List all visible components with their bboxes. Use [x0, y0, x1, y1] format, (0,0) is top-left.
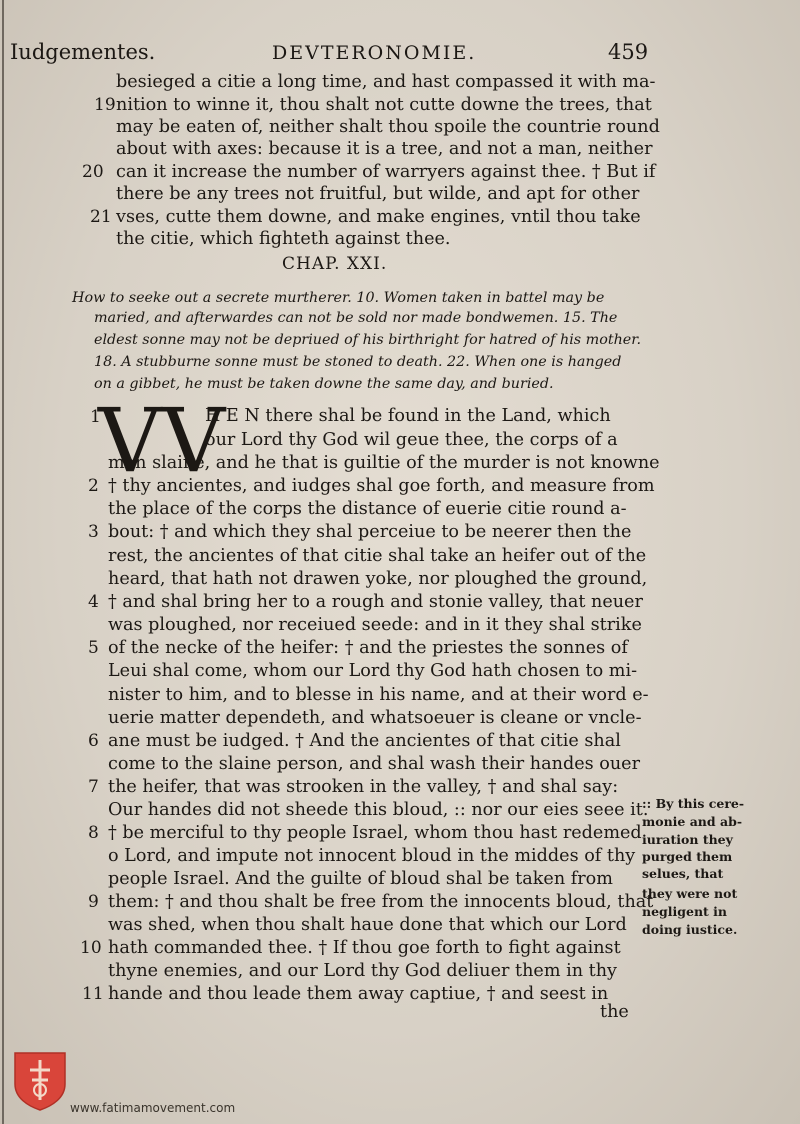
text-line: the place of the corps the distance of euerie citie round a- — [108, 499, 627, 519]
margin-note-line: selues, that — [642, 866, 724, 881]
text-line: Leui shal come, whom our Lord thy God hath chosen to mi- — [108, 661, 638, 681]
shield-icon — [12, 1050, 68, 1112]
verse-number: 7 — [88, 777, 99, 797]
margin-note-line: purged them — [642, 849, 733, 864]
text-line: of the necke of the heifer: † and the priestes the sonnes of — [108, 638, 628, 658]
verse-number: 2 — [88, 476, 99, 496]
text-line: was shed, when thou shalt haue done that which our Lord — [108, 915, 627, 935]
argument-line: 18. A stubburne sonne must be stoned to death. 22. When one is hanged — [94, 354, 622, 370]
verse-number: 5 — [88, 638, 99, 658]
text-line: man slaine, and he that is guiltie of the murder is not knowne — [108, 453, 660, 473]
text-line: our Lord thy God wil geue thee, the corps of a — [205, 430, 618, 450]
argument-line: maried, and afterwardes can not be sold nor made bondwemen. 15. The — [94, 310, 618, 326]
page-header — [10, 40, 660, 74]
page-edge-line — [2, 0, 4, 1124]
margin-note-line: monie and ab- — [642, 814, 743, 829]
text-line: about with axes: because it is a tree, and not a man, neither — [116, 139, 653, 159]
drop-cap: VV — [98, 389, 226, 492]
margin-note-line: negligent in — [642, 904, 728, 919]
text-line: bout: † and which they shal perceiue to be neerer then the — [108, 522, 632, 542]
text-line: the heifer, that was strooken in the valley, † and shal say: — [108, 777, 619, 797]
verse-number: 8 — [88, 823, 99, 843]
margin-note-line: iuration they — [642, 832, 733, 847]
text-line: † thy ancientes, and iudges shal goe forth, and measure from — [108, 476, 655, 496]
text-line: heard, that hath not drawen yoke, nor ploughed the ground, — [108, 569, 648, 589]
catchword: the — [600, 1002, 629, 1022]
argument-line: eldest sonne may not be depriued of his birthright for hatred of his mother. — [94, 332, 642, 348]
book-title: DEVTERONOMIE. — [272, 42, 477, 64]
verse-number: 19 — [94, 95, 116, 115]
running-title: Iudgementes. — [10, 40, 156, 64]
verse-number: 21 — [90, 207, 112, 227]
page-number: 459 — [608, 40, 649, 64]
verse-number: 1 — [90, 407, 101, 427]
text-line: nister to him, and to blesse in his name, and at their word e- — [108, 685, 649, 705]
text-line: them: † and thou shalt be free from the innocents bloud, that — [108, 892, 654, 912]
text-line: the citie, which fighteth against thee. — [116, 229, 451, 249]
text-line: rest, the ancientes of that citie shal take an heifer out of the — [108, 546, 647, 566]
verse-number: 9 — [88, 892, 99, 912]
fatima-movement-logo — [12, 1050, 68, 1112]
text-line: people Israel. And the guilte of bloud shal be taken from — [108, 869, 613, 889]
text-line: † and shal bring her to a rough and stonie valley, that neuer — [108, 592, 643, 612]
verse-number: 10 — [80, 938, 102, 958]
text-line: ane must be iudged. † And the ancientes of that citie shal — [108, 731, 621, 751]
verse-number: 3 — [88, 522, 99, 542]
text-line: Our handes did not sheede this bloud, :: nor our eies seee it. — [108, 800, 649, 820]
margin-note-line: they were not — [642, 886, 738, 901]
text-line: was ploughed, nor receiued seede: and in it they shal strike — [108, 615, 642, 635]
chapter-heading: CHAP. XXI. — [282, 254, 388, 274]
text-line: H E N there shal be found in the Land, which — [205, 406, 611, 426]
margin-note-line: doing iustice. — [642, 922, 738, 937]
text-line: come to the slaine person, and shal wash their handes ouer — [108, 754, 641, 774]
text-line: besieged a citie a long time, and hast compassed it with ma- — [116, 72, 656, 92]
text-line: there be any trees not fruitful, but wilde, and apt for other — [116, 184, 640, 204]
text-line: can it increase the number of warryers against thee. † But if — [116, 162, 656, 182]
text-line: hath commanded thee. † If thou goe forth to fight against — [108, 938, 621, 958]
text-line: uerie matter dependeth, and whatsoeuer is cleane or vncle- — [108, 708, 642, 728]
verse-number: 6 — [88, 731, 99, 751]
verse-number: 11 — [82, 984, 104, 1004]
text-line: may be eaten of, neither shalt thou spoile the countrie round — [116, 117, 660, 137]
text-line: † be merciful to thy people Israel, whom thou hast redemed — [108, 823, 642, 843]
argument-line: How to seeke out a secrete murtherer. 10. Women taken in battel may be — [72, 290, 605, 306]
verse-number: 4 — [88, 592, 99, 612]
margin-note-line: :: By this cere- — [642, 796, 745, 811]
text-line: o Lord, and impute not innocent bloud in the middes of thy — [108, 846, 636, 866]
text-line: thyne enemies, and our Lord thy God deliuer them in thy — [108, 961, 617, 981]
website-watermark: www.fatimamovement.com — [70, 1101, 236, 1115]
verse-number: 20 — [82, 162, 104, 182]
text-line: vses, cutte them downe, and make engines, vntil thou take — [116, 207, 641, 227]
argument-line: on a gibbet, he must be taken downe the same day, and buried. — [94, 376, 554, 392]
text-line: hande and thou leade them away captiue, † and seest in — [108, 984, 609, 1004]
text-line: nition to winne it, thou shalt not cutte downe the trees, that — [116, 95, 652, 115]
